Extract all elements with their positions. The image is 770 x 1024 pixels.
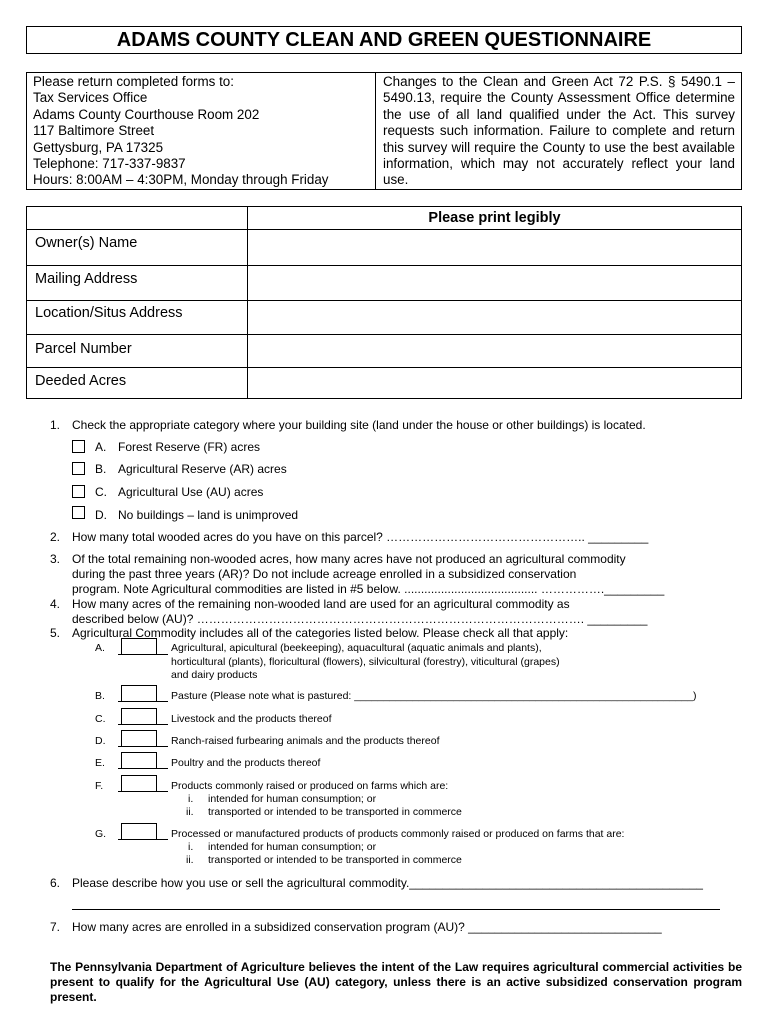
owner-name-row — [27, 229, 741, 266]
print-legibly-header: Please print legibly — [428, 210, 561, 226]
mailing-address-row — [27, 265, 741, 301]
sub-num: i. — [188, 793, 194, 805]
return-line: Adams County Courthouse Room 202 — [33, 106, 260, 122]
option-letter: A. — [95, 440, 107, 454]
return-line: Hours: 8:00AM – 4:30PM, Monday through Friday — [33, 172, 329, 188]
question-4-line: How many acres of the remaining non-wooded land are used for an agricultural commodity as — [72, 597, 570, 611]
question-number: 2. — [50, 530, 61, 544]
location-address-row — [27, 300, 741, 335]
sub-text: intended for human consumption; or — [208, 841, 377, 853]
item-letter: A. — [95, 642, 105, 654]
return-line: Tax Services Office — [33, 90, 148, 106]
sub-text: transported or intended to be transported in commerce — [208, 854, 462, 866]
no-buildings-checkbox[interactable] — [72, 506, 85, 519]
item-letter: B. — [95, 690, 105, 702]
return-line: 117 Baltimore Street — [33, 123, 155, 139]
return-address — [27, 73, 376, 189]
footer-note: The Pennsylvania Department of Agriculture believes the intent of the Law requires agricultural commercial activities be present to qualify for the Agricultural Use (AU) category, unless there is an active subsidized conservation program present. — [50, 960, 742, 1004]
item-text: Pasture (Please note what is pastured: __________________________________________________________) — [171, 690, 697, 702]
deeded-acres-label: Deeded Acres — [35, 373, 127, 389]
owner-name-field[interactable] — [248, 230, 740, 266]
question-7-text: How many acres are enrolled in a subsidized conservation program (AU)? _____________________________ — [72, 920, 662, 934]
item-line: horticultural (plants), floricultural (flowers), silvicultural (forestry), viticultural (grapes) — [171, 656, 560, 668]
mailing-address-field[interactable] — [248, 266, 740, 301]
item-letter: F. — [95, 780, 104, 792]
poultry-checkbox[interactable] — [121, 752, 157, 769]
sub-num: i. — [188, 841, 194, 853]
question-number: 1. — [50, 418, 61, 432]
describe-answer-line[interactable] — [72, 909, 720, 910]
question-number: 7. — [50, 920, 61, 934]
furbearing-checkbox[interactable] — [121, 730, 157, 747]
option-label: Forest Reserve (FR) acres — [118, 440, 261, 454]
item-line: and dairy products — [171, 669, 258, 681]
option-label: Agricultural Use (AU) acres — [118, 485, 264, 499]
item-text: Ranch-raised furbearing animals and the products thereof — [171, 735, 440, 747]
item-letter: E. — [95, 757, 105, 769]
question-5-text: Agricultural Commodity includes all of the categories listed below. Please check all that apply: — [72, 626, 569, 640]
question-4-line: described below (AU)? ……………………………………………………………………………………. _________ — [72, 612, 648, 626]
owner-name-label: Owner(s) Name — [35, 235, 138, 251]
location-address-label: Location/Situs Address — [35, 305, 183, 321]
pasture-checkbox[interactable] — [121, 685, 157, 702]
item-text: Products commonly raised or produced on farms which are: — [171, 780, 449, 792]
item-text: Poultry and the products thereof — [171, 757, 321, 769]
info-box — [26, 72, 742, 190]
option-letter: B. — [95, 462, 107, 476]
option-letter: C. — [95, 485, 107, 499]
option-label: Agricultural Reserve (AR) acres — [118, 462, 287, 476]
livestock-checkbox[interactable] — [121, 708, 157, 725]
sub-num: ii. — [186, 854, 194, 866]
question-number: 4. — [50, 597, 61, 611]
question-3-line: Of the total remaining non-wooded acres, how many acres have not produced an agricultural commodity — [72, 552, 626, 566]
option-letter: D. — [95, 508, 107, 522]
return-line: Telephone: 717-337-9837 — [33, 156, 186, 172]
parcel-number-field[interactable] — [248, 335, 740, 368]
return-line: Please return completed forms to: — [33, 74, 234, 89]
agricultural-reserve-checkbox[interactable] — [72, 462, 85, 475]
owner-info-table — [26, 206, 742, 399]
item-text: Livestock and the products thereof — [171, 713, 332, 725]
question-number: 6. — [50, 876, 61, 890]
question-3-line: during the past three years (AR)? Do not include acreage enrolled in a subsidized conservation — [72, 567, 577, 581]
question-number: 3. — [50, 552, 61, 566]
location-address-field[interactable] — [248, 301, 740, 335]
return-line: Gettysburg, PA 17325 — [33, 139, 164, 155]
item-text: Processed or manufactured products of products commonly raised or produced on farms that are: — [171, 828, 625, 840]
option-label: No buildings – land is unimproved — [118, 508, 299, 522]
question-1-text: Check the appropriate category where your building site (land under the house or other buildings) is located. — [72, 418, 646, 432]
question-6-text: Please describe how you use or sell the agricultural commodity.____________________________________________ — [72, 876, 703, 890]
item-letter: D. — [95, 735, 106, 747]
sub-text: transported or intended to be transported in commerce — [208, 806, 462, 818]
item-letter: C. — [95, 713, 106, 725]
parcel-number-label: Parcel Number — [35, 341, 132, 357]
deeded-acres-field[interactable] — [248, 368, 740, 399]
sub-num: ii. — [186, 806, 194, 818]
question-2-text: How many total wooded acres do you have on this parcel? ………………………………………….. _________ — [72, 530, 649, 544]
item-line: Agricultural, apicultural (beekeeping), aquacultural (aquatic animals and plants), — [171, 642, 542, 654]
agricultural-checkbox[interactable] — [121, 638, 157, 655]
page-title: ADAMS COUNTY CLEAN AND GREEN QUESTIONNAIRE — [26, 26, 742, 54]
forest-reserve-checkbox[interactable] — [72, 440, 85, 453]
legal-notice: Changes to the Clean and Green Act 72 P.S. § 5490.1 – 5490.13, require the County Assessment Office determine the use of all land qualified under the Act. This survey requests such information. Failure to complete and return this survey will require the County to use the best available information, which may not accurately reflect your land use. — [383, 74, 735, 188]
agricultural-use-checkbox[interactable] — [72, 485, 85, 498]
deeded-acres-row — [27, 367, 741, 399]
farm-products-checkbox[interactable] — [121, 775, 157, 792]
parcel-number-row — [27, 334, 741, 368]
processed-products-checkbox[interactable] — [121, 823, 157, 840]
item-letter: G. — [95, 828, 107, 840]
question-3-line: program. Note Agricultural commodities are listed in #5 below. ........................................ ……………._________ — [72, 582, 665, 596]
question-number: 5. — [50, 626, 61, 640]
sub-text: intended for human consumption; or — [208, 793, 377, 805]
mailing-address-label: Mailing Address — [35, 271, 138, 287]
